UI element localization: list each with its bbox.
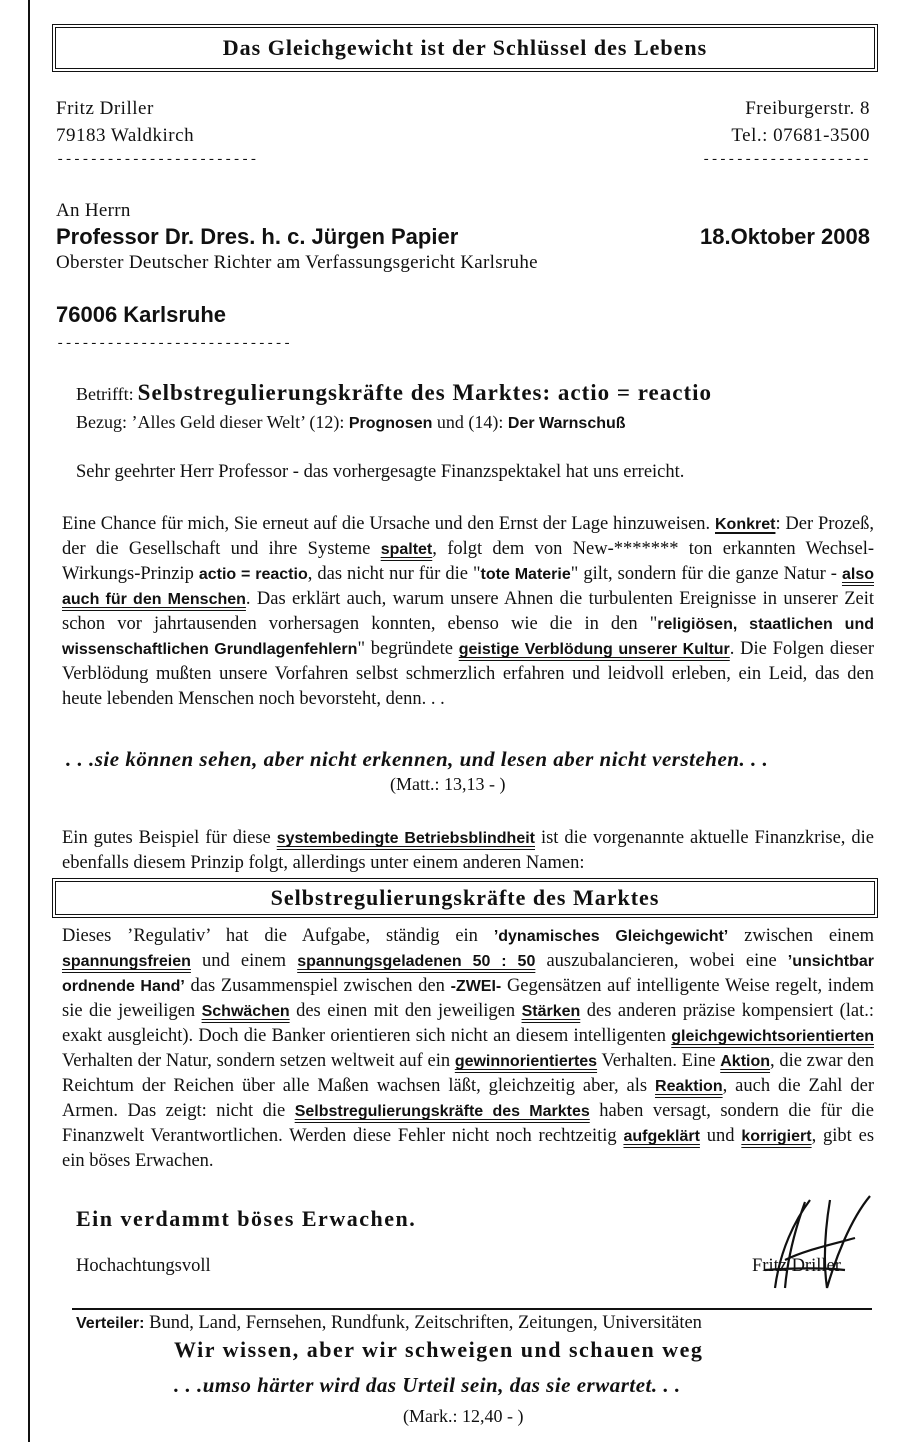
quote-2: . . .umso härter wird das Urteil sein, das sie erwartet. . .	[174, 1373, 681, 1397]
p3-text-14: und	[706, 1126, 735, 1146]
p3-text-15: , gibt es ein böses Erwachen.	[62, 1126, 875, 1171]
paragraph-1	[62, 512, 874, 712]
p2-text-1: Ein gutes Beispiel für diese	[62, 828, 271, 848]
sender-dashes-left: ------------------------	[56, 152, 258, 168]
p3-text-5: das Zusammenspiel zwischen den	[190, 976, 445, 996]
recipient-name: Professor Dr. Dres. h. c. Jürgen Papier	[56, 224, 459, 249]
verteiler-line	[76, 1313, 702, 1334]
recipient-position: Oberster Deutscher Richter am Verfassungsgericht Karlsruhe	[56, 252, 538, 273]
p3-dynamisch: ’dynamisches Gleichgewicht’	[493, 928, 729, 945]
p3-schwaechen: Schwächen	[201, 1003, 290, 1020]
sender-name: Fritz Driller	[56, 98, 154, 119]
bezug-label: Bezug:	[76, 412, 127, 432]
p3-selbstregulierung: Selbstregulierungskräfte des Marktes	[294, 1103, 590, 1120]
recipient-postal: 76006 Karlsruhe	[56, 302, 226, 327]
p1-text-3: , folgt dem von New-******* ton erkannten Wechsel-Wirkungs-Prinzip	[62, 539, 874, 584]
bezug-line	[76, 412, 626, 433]
p3-gewinn: gewinnorientiertes	[454, 1053, 598, 1070]
bezug-text-2: und (14):	[436, 412, 504, 432]
verteiler-list: Bund, Land, Fernsehen, Rundfunk, Zeitschriften, Zeitungen, Universitäten	[149, 1313, 702, 1333]
p3-text-12: , auch die Zahl der Armen. Das zeigt: nicht die	[62, 1076, 875, 1121]
p1-text-2: : Der Prozeß, der die Gesellschaft und ihre Systeme	[62, 514, 874, 559]
p3-spannungsfrei: spannungsfreien	[62, 953, 191, 970]
letter-date: 18.Oktober 2008	[700, 224, 870, 249]
p3-text-2: zwischen einem	[744, 926, 875, 946]
bezug-text-1: ’Alles Geld dieser Welt’ (12):	[131, 412, 345, 432]
p1-text-8: . Die Folgen dieser Verblödung mußten unsere Vorfahren selbst schmerzlich erfahren und leidvoll erleben, ein Leid, das den heute lebenden Menschen noch bevorsteht, denn. . .	[62, 639, 874, 709]
letter-title: Das Gleichgewicht ist der Schlüssel des Lebens	[222, 35, 708, 60]
left-margin-rule	[28, 0, 30, 1442]
sender-city: 79183 Waldkirch	[56, 125, 195, 146]
p3-spannungsgeladen: spannungsgeladenen 50 : 50	[297, 953, 536, 970]
p1-text-7: " begründete	[357, 639, 453, 659]
verteiler-label: Verteiler:	[76, 1315, 145, 1332]
p1-actio: actio = reactio	[198, 566, 308, 583]
p3-hand: ’unsichtbar ordnende Hand’	[62, 953, 875, 995]
p3-reaktion: Reaktion	[655, 1078, 723, 1095]
p3-text-3: und einem	[202, 951, 287, 971]
p3-text-8: des anderen präzise kompensiert (lat.: exakt ausgleicht). Doch die Banker orientieren sich nicht an diesem intelligenten	[62, 1001, 875, 1046]
p3-staerken: Stärken	[521, 1003, 581, 1020]
p3-korrigiert: korrigiert	[741, 1128, 812, 1145]
sender-street: Freiburgerstr. 8	[745, 98, 870, 119]
p1-geistige: geistige Verblödung unserer Kultur	[458, 641, 730, 658]
letter-title-box	[52, 24, 878, 72]
quote-1: . . .sie können sehen, aber nicht erkennen, und lesen aber nicht verstehen. . .	[66, 747, 769, 771]
shout-schweigen: Wir wissen, aber wir schweigen und schauen weg	[174, 1337, 704, 1362]
greeting: Sehr geehrter Herr Professor - das vorhergesagte Finanzspektakel hat uns erreicht.	[76, 462, 685, 482]
p1-konkret: Konkret	[715, 516, 776, 533]
footer-rule	[72, 1308, 872, 1310]
p3-aktion: Aktion	[720, 1053, 771, 1070]
p2-betriebsblindheit: systembedingte Betriebsblindheit	[276, 830, 535, 847]
p3-zwei: -ZWEI-	[450, 978, 502, 995]
signature-name: Fritz Driller	[752, 1256, 841, 1276]
paragraph-3	[62, 924, 874, 1174]
bezug-bold-2: Der Warnschuß	[507, 415, 626, 432]
p3-gleichgewicht: gleichgewichtsorientierten	[671, 1028, 874, 1045]
p3-text-6: Gegensätzen auf intelligente Weise regelt, indem sie die jeweiligen	[62, 976, 875, 1021]
p3-text-11: , die zwar den Reichtum der Reichen über alle Maßen wachsen läßt, gleichzeitig aber, als	[62, 1051, 875, 1096]
recipient-dashes: ----------------------------	[56, 336, 292, 352]
p2-text-2: ist die vorgenannte aktuelle Finanzkrise, die ebenfalls diesem Prinzip folgt, allerdings unter einem anderen Namen:	[62, 828, 874, 873]
closing: Hochachtungsvoll	[76, 1256, 211, 1276]
quote-2-reference: (Mark.: 12,40 - )	[403, 1406, 524, 1426]
section-title: Selbstregulierungskräfte des Marktes	[270, 885, 660, 910]
quote-1-reference: (Matt.: 13,13 - )	[390, 774, 506, 794]
p1-tote-materie: tote Materie	[480, 566, 571, 583]
p3-text-7: des einen mit den jeweiligen	[296, 1001, 516, 1021]
p1-text-5: " gilt, sondern für die ganze Natur -	[570, 564, 837, 584]
p3-text-13: haben versagt, sondern die für die Finanzwelt Verantwortlichen. Werden diese Fehler nicht noch rechtzeitig	[62, 1101, 875, 1146]
betrifft-label: Betrifft:	[76, 384, 134, 404]
recipient-salutation: An Herrn	[56, 200, 131, 221]
shout-erwachen: Ein verdammt böses Erwachen.	[76, 1206, 417, 1231]
sender-phone: Tel.: 07681-3500	[731, 125, 870, 146]
p3-text-9: Verhalten der Natur, sondern setzen weltweit auf ein	[62, 1051, 451, 1071]
p3-text-4: auszubalancieren, wobei eine	[546, 951, 777, 971]
paragraph-2	[62, 826, 874, 876]
betrifft-line	[76, 380, 712, 406]
sender-dashes-right: --------------------	[701, 152, 870, 168]
p3-aufgeklaert: aufgeklärt	[623, 1128, 700, 1145]
p3-text-1: Dieses ’Regulativ’ hat die Aufgabe, ständig ein	[62, 926, 478, 946]
p1-text-4: , das nicht nur für die "	[307, 564, 481, 584]
p3-text-10: Verhalten. Eine	[601, 1051, 716, 1071]
section-title-box	[52, 878, 878, 918]
bezug-bold-1: Prognosen	[348, 415, 433, 432]
signature	[735, 1190, 885, 1300]
p1-text-6: . Das erklärt auch, warum unsere Ahnen die turbulenten Ereignisse in unserer Zeit schon vor jahrtausenden vorhersagen konnten, ebenso wie die in den "	[62, 589, 874, 634]
betrifft-subject: Selbstregulierungskräfte des Marktes: actio = reactio	[137, 380, 713, 405]
p1-also-auch: also auch für den Menschen	[62, 566, 874, 608]
p1-religioes: religiösen, staatlichen und wissenschaftlichen Grundlagenfehlern	[62, 616, 874, 658]
p1-text-1: Eine Chance für mich, Sie erneut auf die Ursache und den Ernst der Lage hinzuweisen.	[62, 514, 711, 534]
p1-spaltet: spaltet	[380, 541, 433, 558]
